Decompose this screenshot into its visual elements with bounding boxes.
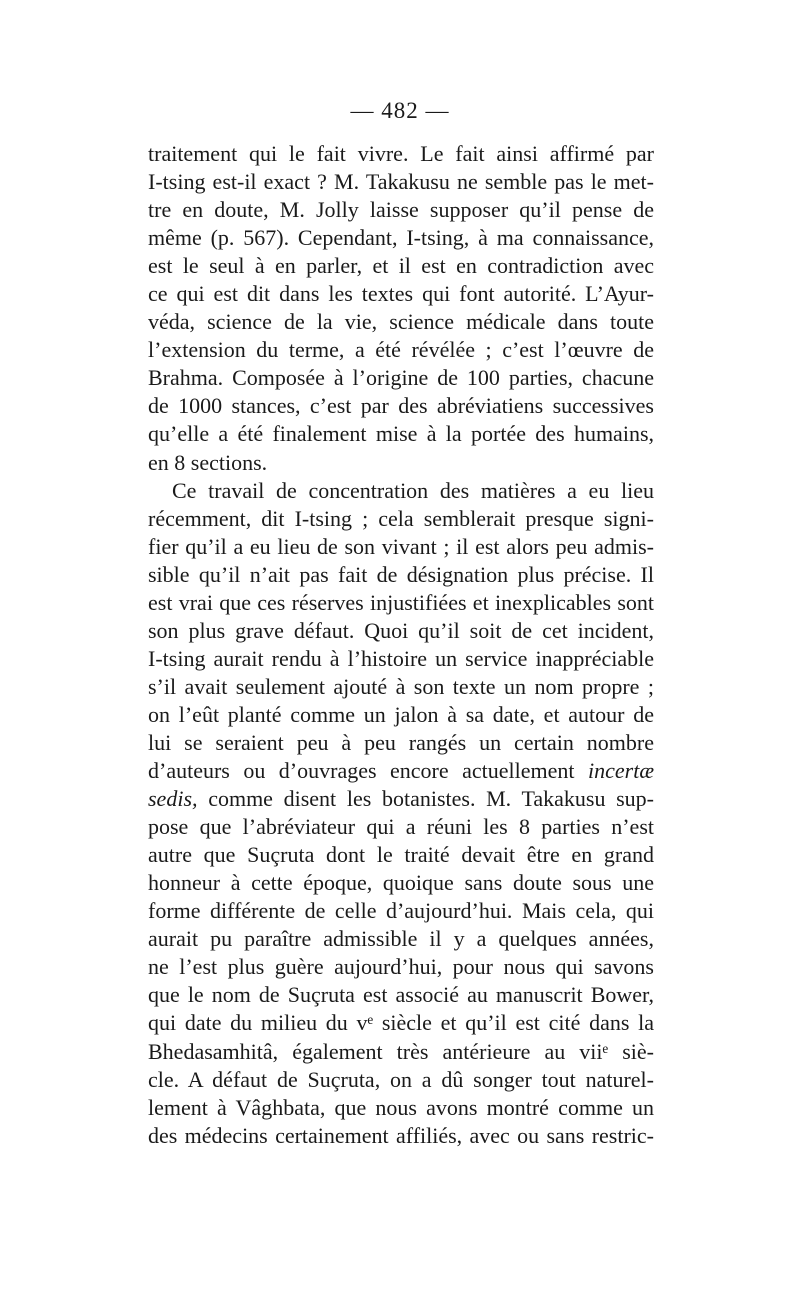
page-number: — 482 — bbox=[350, 98, 450, 123]
text-line: tre en doute, M. Jolly laisse supposer qu’il pense de bbox=[148, 197, 654, 223]
text-line: l’extension du terme, a été révélée ; c’est l’œuvre de bbox=[148, 337, 654, 363]
text-line: véda, science de la vie, science médicale dans toute bbox=[148, 309, 654, 335]
text-line: honneur à cette époque, quoique sans doute sous une bbox=[148, 870, 654, 896]
text-line: des médecins certainement affiliés, avec ou sans restric- bbox=[148, 1122, 654, 1148]
text-line: autre que Suçruta dont le traité devait être en grand bbox=[148, 842, 654, 868]
italic-term: incertæ bbox=[588, 758, 655, 784]
text-line: ne l’est plus guère aujourd’hui, pour nous qui savons bbox=[148, 954, 654, 980]
text-line: I-tsing aurait rendu à l’histoire un service inappréciable bbox=[148, 645, 654, 671]
text-line: ce qui est dit dans les textes qui font autorité. L’Ayur- bbox=[148, 281, 654, 307]
text-line: aurait pu paraître admissible il y a quelques années, bbox=[148, 926, 654, 952]
text-line: même (p. 567). Cependant, I-tsing, à ma connaissance, bbox=[148, 225, 654, 251]
text-fragment: d’auteurs ou d’ouvrages encore actuellement bbox=[148, 758, 575, 784]
text-fragment: comme disent les botanistes. M. Takakusu sup- bbox=[208, 786, 655, 812]
text-line: I-tsing est-il exact ? M. Takakusu ne semble pas le met- bbox=[148, 169, 654, 195]
text-line: forme différente de celle d’aujourd’hui. Mais cela, qui bbox=[148, 898, 654, 924]
text-line bbox=[148, 785, 654, 813]
text-line: Ce travail de concentration des matières a eu lieu bbox=[172, 477, 654, 503]
text-line bbox=[148, 757, 654, 785]
text-line: Bhedasamhitâ, également très antérieure au viiᵉ siè- bbox=[148, 1038, 654, 1064]
italic-term: sedis, bbox=[148, 786, 198, 812]
text-line: est le seul à en parler, et il est en contradiction avec bbox=[148, 253, 654, 279]
text-line: pose que l’abréviateur qui a réuni les 8 parties n’est bbox=[148, 814, 654, 840]
text-line: lui se seraient peu à peu rangés un certain nombre bbox=[148, 729, 654, 755]
text-line: cle. A défaut de Suçruta, on a dû songer tout naturel- bbox=[148, 1066, 654, 1092]
text-line: s’il avait seulement ajouté à son texte un nom propre ; bbox=[148, 673, 654, 699]
text-line: qui date du milieu du vᵉ siècle et qu’il est cité dans la bbox=[148, 1010, 654, 1036]
text-line: que le nom de Suçruta est associé au manuscrit Bower, bbox=[148, 982, 654, 1008]
text-line: de 1000 stances, c’est par des abréviatiens successives bbox=[148, 393, 654, 419]
text-line: fier qu’il a eu lieu de son vivant ; il est alors peu admis- bbox=[148, 533, 654, 559]
text-line: qu’elle a été finalement mise à la portée des humains, bbox=[148, 421, 654, 447]
text-line: traitement qui le fait vivre. Le fait ainsi affirmé par bbox=[148, 141, 654, 166]
text-line: son plus grave défaut. Quoi qu’il soit de cet incident, bbox=[148, 617, 654, 643]
text-line: lement à Vâghbata, que nous avons montré comme un bbox=[148, 1094, 654, 1120]
text-line: récemment, dit I-tsing ; cela semblerait presque signi- bbox=[148, 505, 654, 531]
text-line: Brahma. Composée à l’origine de 100 parties, chacune bbox=[148, 365, 654, 391]
text-line: on l’eût planté comme un jalon à sa date, et autour de bbox=[148, 701, 654, 727]
text-line: en 8 sections. bbox=[148, 449, 268, 475]
body-text bbox=[148, 140, 654, 1150]
text-line: est vrai que ces réserves injustifiées et inexplicables sont bbox=[148, 589, 654, 615]
text-line: sible qu’il n’ait pas fait de désignation plus précise. Il bbox=[148, 561, 654, 587]
